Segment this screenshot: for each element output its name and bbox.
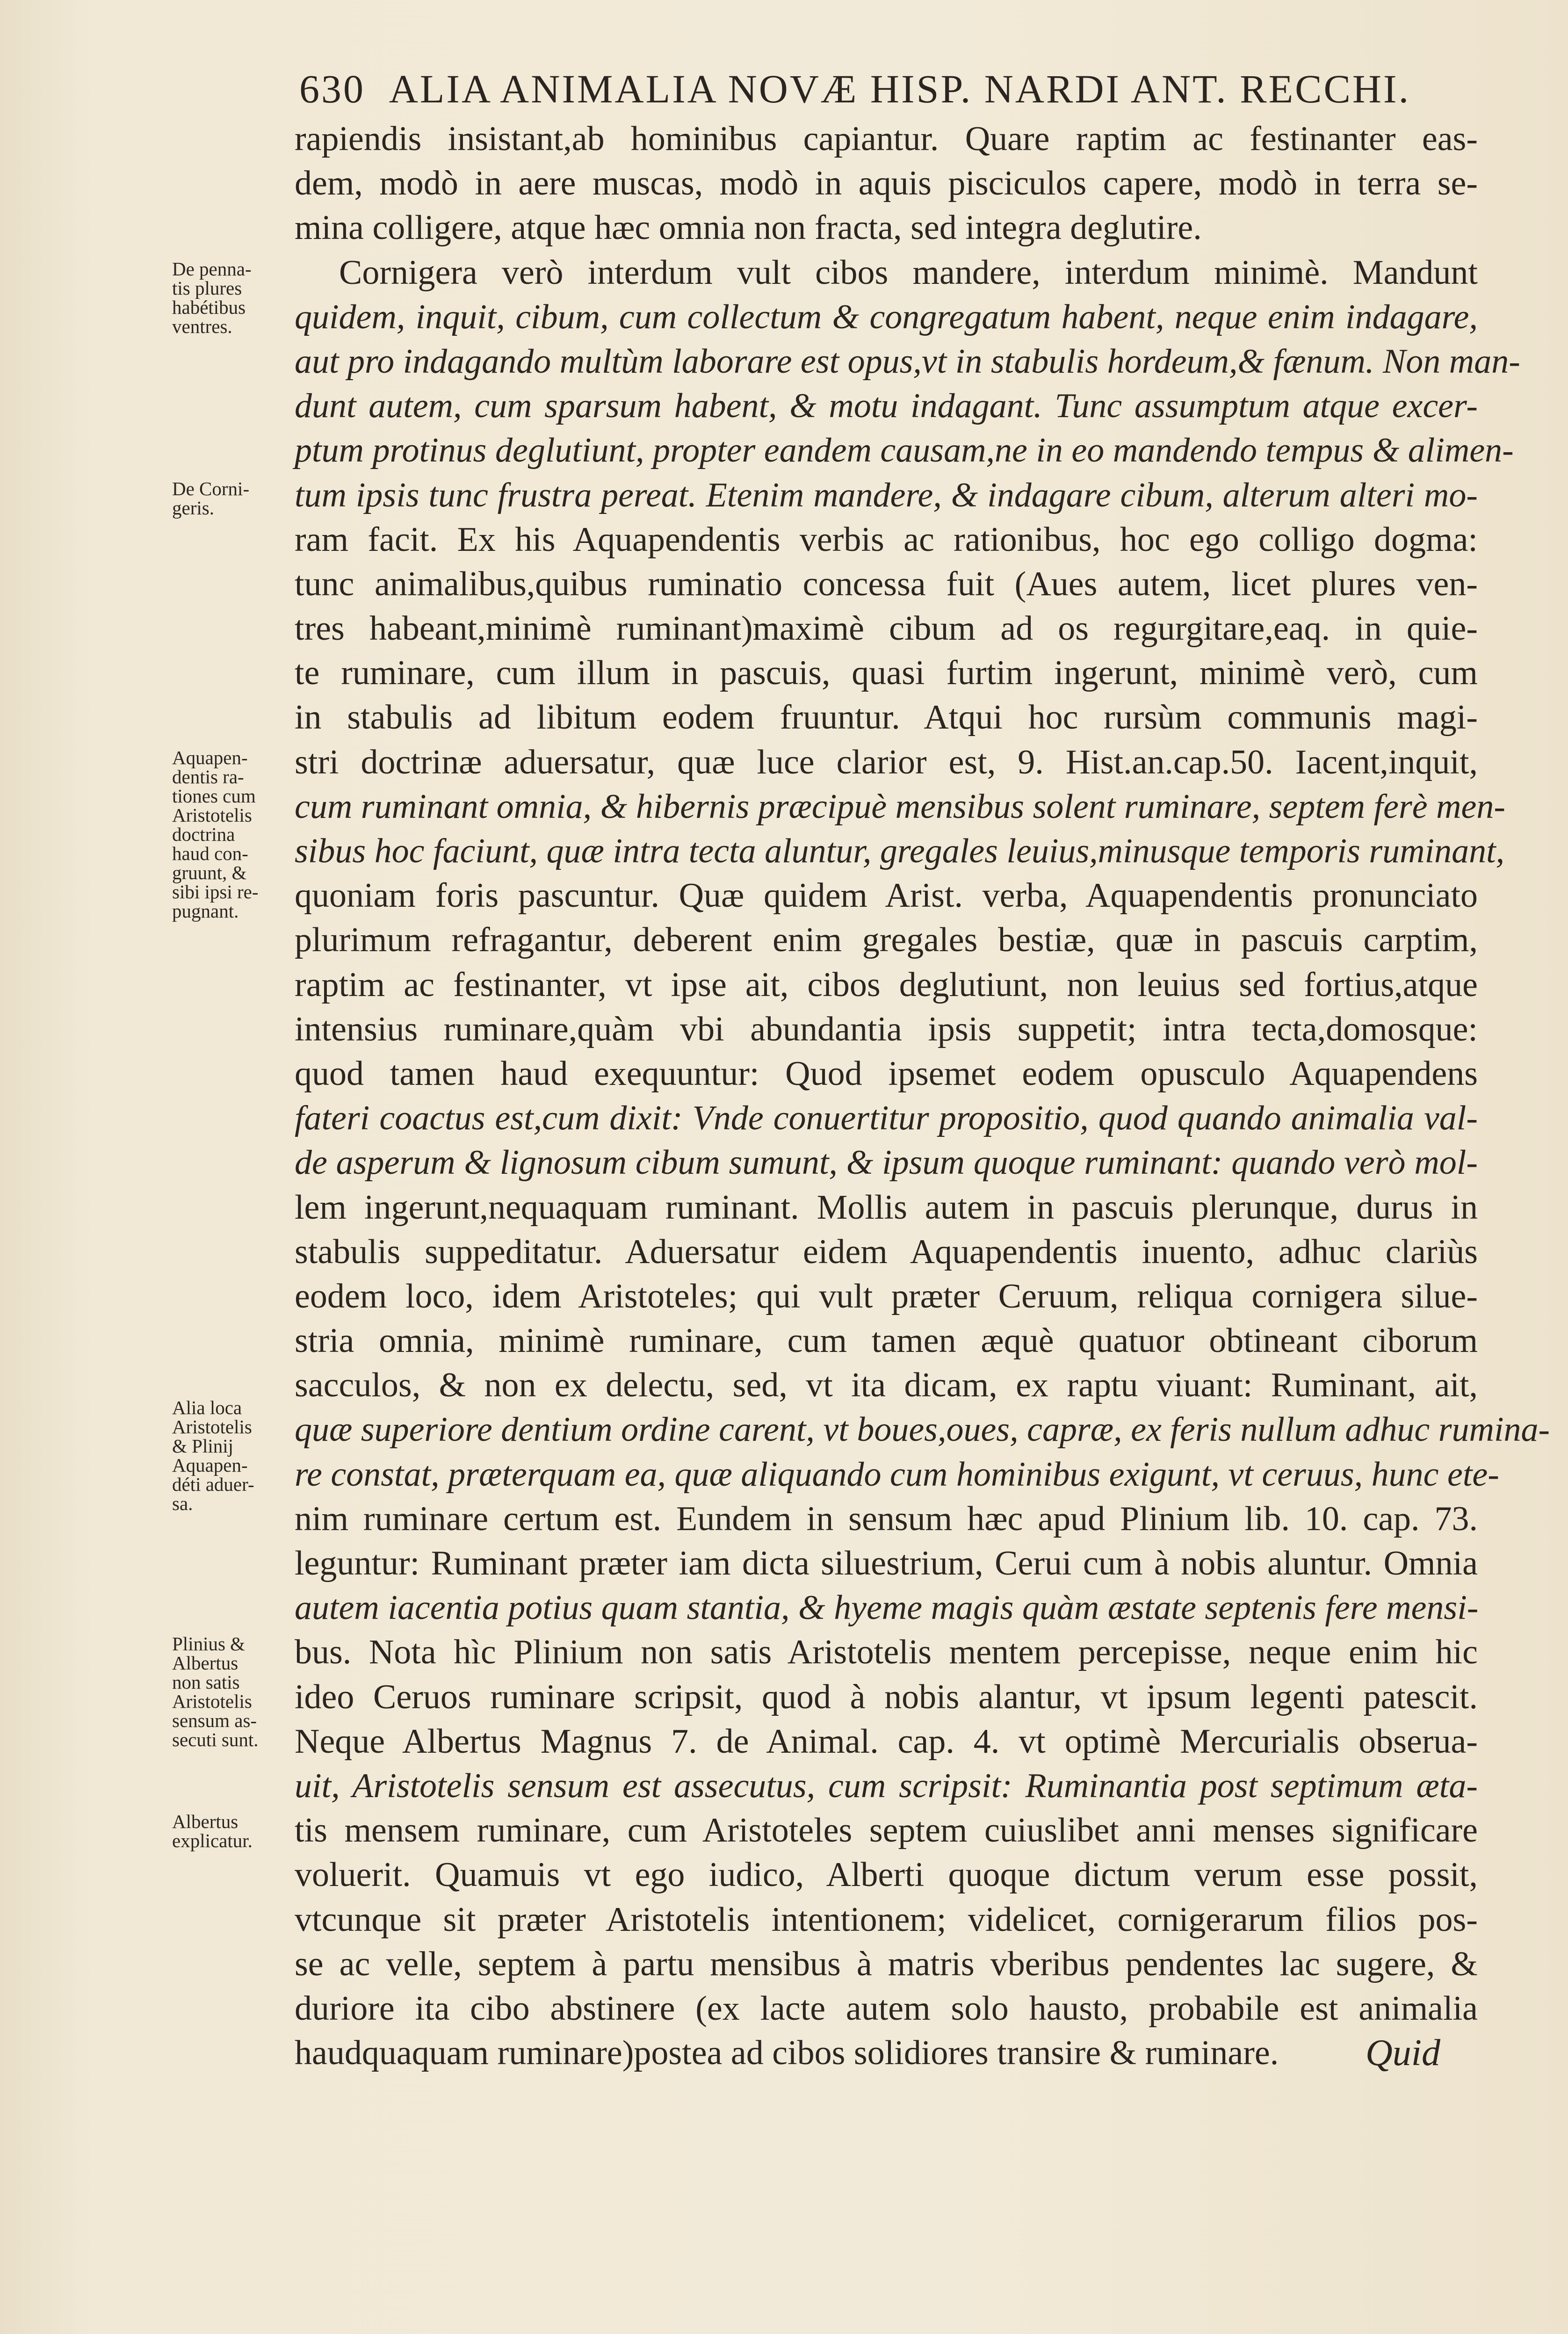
- body-text: [295, 117, 1550, 2075]
- margin-note-line: De Corni-: [172, 478, 250, 499]
- margin-note: [172, 260, 295, 336]
- text-line: vtcunque sit præter Aristotelis intentionem; videlicet, cornigerarum filios pos-: [295, 1900, 1478, 1939]
- margin-note-line: & Plinij: [172, 1435, 234, 1457]
- margin-note-line: tis plures: [172, 277, 242, 299]
- margin-note-line: haud con-: [172, 843, 248, 864]
- text-line: stabulis suppeditatur. Aduersatur eidem Aquapendentis inuento, adhuc clariùs: [295, 1232, 1478, 1271]
- margin-note: [172, 748, 295, 921]
- text-line: sibus hoc faciunt, quæ intra tecta aluntur, gregales leuius,minusque temporis ruminant,: [295, 832, 1505, 870]
- text-line: uit, Aristotelis sensum est assecutus, cum scripsit: Ruminantia post septimum æta-: [295, 1766, 1478, 1805]
- text-line: quod tamen haud exequuntur: Quod ipsemet eodem opusculo Aquapendens: [295, 1054, 1478, 1093]
- margin-note-line: explicatur.: [172, 1830, 253, 1851]
- text-line: tum ipsis tunc frustra pereat. Etenim mandere, & indagare cibum, alterum alteri mo-: [295, 476, 1478, 514]
- text-line: nim ruminare certum est. Eundem in sensum hæc apud Plinium lib. 10. cap. 73.: [295, 1499, 1478, 1538]
- margin-note-line: Aristotelis: [172, 804, 252, 826]
- margin-note-line: sa.: [172, 1493, 193, 1514]
- text-line: fateri coactus est,cum dixit: Vnde conuertitur propositio, quod quando animalia val-: [295, 1099, 1478, 1138]
- margin-note-line: Aquapen-: [172, 747, 248, 768]
- margin-note-line: geris.: [172, 497, 214, 519]
- text-line: stri doctrinæ aduersatur, quæ luce clarior est, 9. Hist.an.cap.50. Iacent,inquit,: [295, 743, 1478, 781]
- margin-note-line: habétibus: [172, 296, 246, 318]
- margin-note: [172, 1634, 295, 1749]
- text-line: re constat, præterquam ea, quæ aliquando cum hominibus exigunt, vt ceruus, hunc ete-: [295, 1455, 1499, 1494]
- margin-note-line: Aristotelis: [172, 1416, 252, 1438]
- text-line: quidem, inquit, cibum, cum collectum & congregatum habent, neque enim indagare,: [295, 297, 1478, 336]
- margin-note-line: déti aduer-: [172, 1474, 254, 1495]
- margin-note-line: Aristotelis: [172, 1691, 252, 1712]
- text-line: raptim ac festinanter, vt ipse ait, cibos deglutiunt, non leuius sed fortius,atque: [295, 965, 1478, 1004]
- page-number: 630: [299, 66, 365, 111]
- text-line: voluerit. Quamuis vt ego iudico, Alberti quoque dictum verum esse possit,: [295, 1856, 1478, 1894]
- text-line: eodem loco, idem Aristoteles; qui vult præter Ceruum, reliqua cornigera silue-: [295, 1277, 1478, 1315]
- text-line: ram facit. Ex his Aquapendentis verbis ac rationibus, hoc ego colligo dogma:: [295, 520, 1478, 559]
- text-line: Cornigera verò interdum vult cibos mandere, interdum minimè. Mandunt: [339, 253, 1478, 292]
- text-line: rapiendis insistant,ab hominibus capiantur. Quare raptim ac festinanter eas-: [295, 120, 1478, 158]
- text-line: quoniam foris pascuntur. Quæ quidem Arist. verba, Aquapendentis pronunciato: [295, 876, 1478, 915]
- text-line: bus. Nota hìc Plinium non satis Aristotelis mentem percepisse, neque enim hic: [295, 1633, 1478, 1672]
- text-line: mina colligere, atque hæc omnia non fracta, sed integra deglutire.: [295, 209, 1202, 247]
- margin-note: [172, 1812, 295, 1850]
- text-line: quæ superiore dentium ordine carent, vt boues,oues, capræ, ex feris nullum adhuc rumina-: [295, 1410, 1550, 1449]
- text-line: dem, modò in aere muscas, modò in aquis pisciculos capere, modò in terra se-: [295, 164, 1478, 203]
- text-line: cum ruminant omnia, & hibernis præcipuè mensibus solent ruminare, septem ferè men-: [295, 787, 1506, 826]
- margin-note-line: dentis ra-: [172, 766, 244, 788]
- margin-note-line: non satis: [172, 1671, 240, 1693]
- margin-note-line: doctrina: [172, 824, 235, 845]
- text-line: autem iacentia potius quam stantia, & hyeme magis quàm æstate septenis fere mensi-: [295, 1589, 1479, 1627]
- text-line: duriore ita cibo abstinere (ex lacte autem solo hausto, probabile est animalia: [295, 1989, 1478, 2028]
- text-line: in stabulis ad libitum eodem fruuntur. Atqui hoc rursùm communis magi-: [295, 698, 1478, 737]
- margin-note-line: Alia loca: [172, 1397, 242, 1418]
- margin-note: [172, 1398, 295, 1513]
- text-line: ptum protinus deglutiunt, propter eandem causam,ne in eo mandendo tempus & alimen-: [295, 431, 1514, 470]
- text-line: haudquaquam ruminare)postea ad cibos solidiores transire & ruminare.: [295, 2034, 1279, 2073]
- text-line: te ruminare, cum illum in pascuis, quasi furtim ingerunt, minimè verò, cum: [295, 654, 1478, 693]
- margin-note-line: Plinius &: [172, 1633, 246, 1655]
- text-line: leguntur: Ruminant præter iam dicta siluestrium, Cerui cum à nobis aluntur. Omnia: [295, 1544, 1478, 1582]
- text-line: ideo Ceruos ruminare scripsit, quod à nobis alantur, vt ipsum legenti patescit.: [295, 1677, 1478, 1716]
- catchword: Quid: [1366, 2032, 1440, 2074]
- margin-note-line: Aquapen-: [172, 1454, 248, 1476]
- text-line: tis mensem ruminare, cum Aristoteles septem cuiuslibet anni menses significare: [295, 1811, 1478, 1850]
- text-line: de asperum & lignosum cibum sumunt, & ipsum quoque ruminant: quando verò mol-: [295, 1143, 1478, 1182]
- running-header: [299, 65, 1459, 112]
- text-line: se ac velle, septem à partu mensibus à matris vberibus pendentes lac sugere, &: [295, 1944, 1478, 1983]
- text-line: tunc animalibus,quibus ruminatio concessa fuit (Aues autem, licet plures ven-: [295, 564, 1478, 603]
- margin-note-line: ventres.: [172, 316, 232, 337]
- text-line: sacculos, & non ex delectu, sed, vt ita dicam, ex raptu viuant: Ruminant, ait,: [295, 1366, 1478, 1405]
- text-line: tres habeant,minimè ruminant)maximè cibum ad os regurgitare,eaq. in quie-: [295, 609, 1478, 648]
- text-line: lem ingerunt,nequaquam ruminant. Mollis autem in pascuis plerunque, durus in: [295, 1188, 1478, 1227]
- margin-note-line: sibi ipsi re-: [172, 881, 259, 903]
- text-line: Neque Albertus Magnus 7. de Animal. cap. 4. vt optimè Mercurialis obserua-: [295, 1722, 1478, 1761]
- margin-note-line: De penna-: [172, 258, 252, 280]
- margin-note-line: sensum as-: [172, 1710, 257, 1731]
- text-line: stria omnia, minimè ruminare, cum tamen æquè quatuor obtineant ciborum: [295, 1322, 1478, 1360]
- text-line: plurimum refragantur, deberent enim gregales bestiæ, quæ in pascuis carptim,: [295, 921, 1478, 960]
- running-title: ALIA ANIMALIA NOVÆ HISP. NARDI ANT. RECCHI.: [389, 66, 1411, 111]
- text-line: intensius ruminare,quàm vbi abundantia ipsis suppetit; intra tecta,domosque:: [295, 1010, 1478, 1048]
- text-line: dunt autem, cum sparsum habent, & motu indagant. Tunc assumptum atque excer-: [295, 387, 1478, 426]
- text-line: aut pro indagando multùm laborare est opus,vt in stabulis hordeum,& fænum. Non man-: [295, 342, 1520, 381]
- margin-note-line: pugnant.: [172, 900, 239, 922]
- margin-note-line: gruunt, &: [172, 862, 247, 883]
- margin-note-line: Albertus: [172, 1652, 238, 1674]
- margin-note: [172, 479, 295, 518]
- margin-note-line: tiones cum: [172, 785, 256, 807]
- margin-note-line: secuti sunt.: [172, 1729, 259, 1750]
- margin-note-line: Albertus: [172, 1811, 238, 1832]
